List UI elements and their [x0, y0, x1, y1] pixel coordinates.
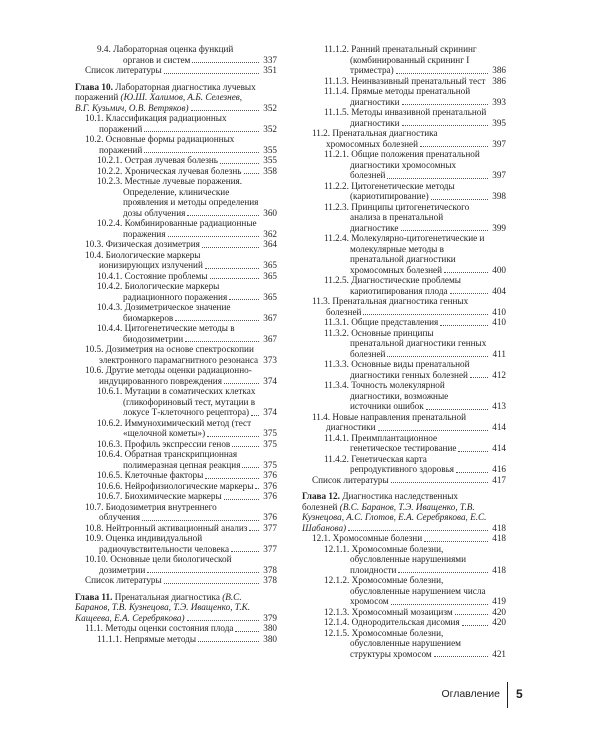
- dot-leader: [402, 104, 488, 105]
- section-number: 10.3.: [85, 239, 104, 249]
- dot-leader: [348, 530, 488, 531]
- dot-leader: [205, 268, 259, 269]
- page-number: 414: [489, 422, 506, 433]
- page-number: 413: [489, 401, 506, 412]
- dot-leader: [378, 430, 488, 431]
- section-number: 11.4.2.: [324, 453, 349, 464]
- page-number: 386: [489, 76, 506, 87]
- dot-leader: [229, 299, 259, 300]
- section-number: 12.1.1.: [324, 543, 350, 554]
- toc-entry: [75, 449, 277, 470]
- dot-leader: [198, 641, 259, 642]
- entry-title: Профиль экспрессии генов: [124, 438, 231, 449]
- dot-leader: [232, 446, 259, 447]
- entry-title: Нейтронный активационный анализ: [105, 522, 248, 533]
- toc-chapter-entry: [302, 491, 506, 533]
- dot-leader: [402, 125, 488, 126]
- entry-title: Неинвазивный пренатальный тест: [351, 75, 486, 86]
- section-number: 10.7.: [85, 501, 104, 512]
- section-number: 10.6.5.: [97, 470, 123, 480]
- page-number: 380: [260, 634, 277, 645]
- toc-entry: [302, 128, 506, 149]
- page-number: 419: [489, 596, 506, 607]
- toc-entry: [75, 439, 277, 450]
- dot-leader: [424, 541, 488, 542]
- dot-leader: [420, 146, 488, 147]
- entry-title: Молекулярно-цитогенетические и молекулярные методы в пренатальной диагностики хромосомных болезней: [350, 233, 485, 275]
- toc-entry: [75, 302, 277, 323]
- toc-entry: [75, 502, 277, 523]
- dot-leader: [210, 278, 259, 279]
- page-number: 367: [260, 313, 277, 324]
- toc-chapter-entry: [75, 592, 277, 624]
- entry-title: Комбинированные радиационные поражения: [123, 218, 257, 239]
- page-number: 351: [260, 65, 277, 76]
- section-number: 10.4.3.: [97, 302, 123, 312]
- entry-title: Методы инвазивной пренатальной диагностики: [350, 107, 487, 128]
- dot-leader: [224, 383, 259, 384]
- page-number: 365: [260, 271, 277, 282]
- toc-entry: [75, 470, 277, 481]
- toc-entry: [75, 239, 277, 250]
- dot-leader: [455, 614, 488, 615]
- entry-title: Биохимические маркеры: [124, 491, 222, 501]
- entry-title: Ранний пренатальный скрининг (комбинированный скрининг I триместра): [350, 44, 477, 75]
- dot-leader: [434, 656, 488, 657]
- page-number: 418: [489, 523, 506, 534]
- toc-entry: [302, 275, 506, 296]
- entry-title: Нейрофизиологические маркеры: [124, 480, 254, 491]
- page-number: 375: [260, 439, 277, 450]
- section-number: 10.4.4.: [97, 323, 123, 333]
- toc-entry: [302, 454, 506, 475]
- section-number: 11.1.5.: [324, 107, 349, 117]
- section-number: 11.2.4.: [324, 233, 349, 243]
- entry-title: Клеточные факторы: [124, 470, 204, 480]
- dot-leader: [144, 131, 259, 132]
- dot-leader: [242, 467, 259, 468]
- toc-entry: [75, 523, 277, 534]
- section-number: 11.2.3.: [324, 201, 349, 212]
- dot-leader: [387, 356, 488, 357]
- entry-title: Однородительская дисомия: [351, 617, 460, 627]
- section-number: 10.6.3.: [97, 438, 123, 449]
- page-number: 378: [260, 565, 277, 576]
- entry-title: Пренатальная диагностика генных болезней: [326, 296, 469, 317]
- dot-leader: [187, 620, 259, 621]
- dot-leader: [387, 178, 488, 179]
- dot-leader: [192, 62, 259, 63]
- dot-leader: [205, 478, 259, 479]
- toc-references-entry: [75, 575, 277, 586]
- section-number: 10.8.: [85, 522, 104, 533]
- entry-title: Оценка индивидуальной радиочувствительности человека: [99, 533, 230, 554]
- section-number: 10.2.: [85, 134, 104, 144]
- page-number: 374: [260, 407, 277, 418]
- dot-leader: [249, 530, 259, 531]
- toc-entry: [75, 533, 277, 554]
- dot-leader: [363, 314, 488, 315]
- page-number: 377: [260, 523, 277, 534]
- section-number: 10.4.2.: [97, 281, 123, 291]
- toc-entry: [75, 250, 277, 271]
- entry-title: Острая лучевая болезнь: [124, 155, 218, 165]
- section-number: 11.1.1.: [97, 633, 122, 644]
- entry-title: Методы оценки состояния плода: [105, 623, 234, 633]
- entry-title: Основные виды пренатальной диагностики генных болезней: [350, 359, 470, 380]
- section-number: 11.3.: [312, 296, 331, 306]
- toc-entry: [302, 533, 506, 544]
- dot-leader: [224, 499, 259, 500]
- section-number: 11.1.2.: [324, 44, 349, 54]
- section-number: 10.9.: [85, 533, 104, 543]
- toc-entry: [75, 491, 277, 502]
- section-number: 10.6.1.: [97, 386, 123, 396]
- toc-entry: [302, 359, 506, 380]
- page-number: 376: [260, 481, 277, 492]
- page-number: 352: [260, 103, 277, 114]
- section-number: 10.1.: [85, 113, 104, 123]
- entry-title: Обратная транскрипционная полимеразная цепная реакция: [123, 449, 241, 470]
- section-number: 10.6.: [85, 365, 104, 375]
- toc-entry: [75, 176, 277, 218]
- section-number: 11.4.1.: [324, 432, 349, 443]
- dot-leader: [207, 436, 259, 437]
- dot-leader: [144, 152, 259, 153]
- toc-entry: [75, 386, 277, 418]
- toc-entry: [75, 218, 277, 239]
- entry-title: Лабораторная диагностика лучевых поражений: [75, 81, 256, 102]
- entry-title: Список литературы: [85, 65, 162, 75]
- page-number: 411: [489, 349, 506, 360]
- section-number: 11.3.3.: [324, 359, 349, 369]
- entry-title: Пренатальная диагностика хромосомных болезней: [326, 128, 438, 149]
- page-number: 337: [260, 55, 277, 66]
- toc-entry: [302, 607, 506, 618]
- section-number: 10.2.3.: [97, 176, 123, 186]
- entry-title: Физическая дозиметрия: [105, 239, 200, 249]
- section-number: 11.2.5.: [324, 275, 349, 285]
- toc-entry: [302, 544, 506, 576]
- toc-entry: [302, 44, 506, 76]
- entry-title: Биодозиметрия внутреннего облучения: [99, 501, 217, 522]
- dot-leader: [440, 325, 488, 326]
- page-number: 421: [489, 649, 506, 660]
- section-number: 11.1.3.: [324, 75, 349, 86]
- dot-leader: [235, 631, 259, 632]
- page-number: 358: [260, 166, 277, 177]
- entry-title: Принципы цитогенетического анализа в пренатальной диагностике: [350, 201, 470, 233]
- page-number: 375: [260, 460, 277, 471]
- footer-page-number: 5: [516, 687, 523, 701]
- dot-leader: [175, 320, 259, 321]
- section-number: 10.6.4.: [97, 449, 123, 459]
- page-number: 362: [260, 229, 277, 240]
- dot-leader: [398, 572, 488, 573]
- section-number: 12.1.4.: [324, 617, 350, 627]
- section-number: 10.2.2.: [97, 165, 123, 176]
- footer-section-title: Оглавление: [441, 688, 500, 700]
- entry-title: Лабораторная оценка функций органов и систем: [113, 44, 234, 65]
- entry-authors: (Ю.Ш. Халимов, А.Б. Селезнев, В.Г. Кузьмич, О.В. Ветряков): [75, 92, 243, 113]
- entry-title: Цитогенетические методы в биодозиметрии: [123, 323, 235, 344]
- page-number: 355: [260, 145, 277, 156]
- page-number: 380: [260, 623, 277, 634]
- page-number: 404: [489, 286, 506, 297]
- dot-leader: [164, 583, 259, 584]
- section-number: 10.4.1.: [97, 270, 123, 281]
- dot-leader: [251, 415, 259, 416]
- page-number: 400: [489, 265, 506, 276]
- entry-title: Хромосомные болезни, обусловленные нарушением структуры хромосом: [350, 627, 461, 659]
- toc-entry: [75, 281, 277, 302]
- section-number: 10.2.1.: [97, 155, 123, 165]
- dot-leader: [458, 451, 488, 452]
- section-number: 9.4.: [97, 44, 111, 54]
- toc-entry: [75, 271, 277, 282]
- entry-title: Точность молекулярной диагностики, возможные источники ошибок: [350, 380, 449, 411]
- entry-title: Общие положения пренатальной диагностики хромосомных болезней: [350, 149, 480, 180]
- entry-title: Хромосомные болезни, обусловленные нарушением числа хромосом: [350, 575, 486, 606]
- dot-leader: [142, 520, 259, 521]
- entry-title: Хромосомные болезни: [332, 533, 423, 543]
- page-number: 420: [489, 607, 506, 618]
- page-number: 397: [489, 170, 506, 181]
- section-number: 10.6.2.: [97, 417, 123, 428]
- page-number: 397: [489, 139, 506, 150]
- page-number: 360: [260, 208, 277, 219]
- dot-leader: [185, 341, 259, 342]
- section-number: 11.1.: [85, 623, 104, 633]
- dot-leader: [147, 572, 259, 573]
- entry-title: Список литературы: [312, 474, 389, 485]
- page-number: 395: [489, 118, 506, 129]
- page-number: 418: [489, 533, 506, 544]
- page-number: 373: [260, 355, 277, 366]
- dot-leader: [191, 110, 259, 111]
- toc-left-column: [75, 44, 277, 644]
- toc-entry: [302, 233, 506, 275]
- dot-leader: [168, 236, 259, 237]
- section-number: 10.6.6.: [97, 480, 123, 491]
- entry-title: Хроническая лучевая болезнь: [124, 165, 242, 176]
- page-number: 364: [260, 239, 277, 250]
- entry-title: Иммунохимический метод (тест «щелочной кометы»): [123, 417, 252, 438]
- toc-right-column: [302, 44, 506, 659]
- toc-entry: [75, 44, 277, 65]
- toc-entry: [75, 365, 277, 386]
- toc-entry: [75, 344, 277, 365]
- chapter-number: Глава 12.: [302, 491, 340, 501]
- dot-leader: [202, 247, 259, 248]
- dot-leader: [391, 604, 488, 605]
- entry-title: Генетическая карта репродуктивного здоровья: [350, 453, 455, 474]
- page-number: 416: [489, 464, 506, 475]
- toc-entry: [75, 166, 277, 177]
- toc-references-entry: [75, 65, 277, 76]
- section-number: 11.2.1.: [324, 149, 349, 159]
- entry-title: Классификация радиационных поражений: [99, 113, 227, 134]
- entry-title: Хромосомные болезни, обусловленные нарушениями плоидности: [350, 543, 467, 575]
- entry-authors: (В.С. Баранов, Т.В. Кузнецова, Т.Э. Иващенко, Т.К. Кащеева, Е.А. Серебрякова): [75, 591, 251, 623]
- toc-entry: [302, 412, 506, 433]
- section-number: 12.1.5.: [324, 627, 350, 638]
- section-number: 10.5.: [85, 344, 104, 354]
- page-number: 365: [260, 292, 277, 303]
- entry-title: Основные принципы пренатальной диагностики генных болезней: [350, 327, 487, 359]
- page-number: 375: [260, 428, 277, 439]
- entry-title: Дозиметрия на основе спектроскопии электронного парамагнитного резонанса: [99, 344, 259, 365]
- page-number: 398: [489, 191, 506, 202]
- section-number: 12.1.3.: [324, 606, 350, 617]
- dot-leader: [391, 482, 488, 483]
- section-number: 10.6.7.: [97, 491, 123, 501]
- section-number: 12.1.: [312, 533, 331, 543]
- entry-title: Преимплантационное генетическое тестирование: [350, 432, 457, 453]
- entry-title: Прямые методы пренатальной диагностики: [350, 86, 471, 107]
- page-number: 377: [260, 544, 277, 555]
- toc-entry: [302, 76, 506, 87]
- footer-divider: [507, 682, 508, 708]
- entry-title: Биологические маркеры радиационного поражения: [123, 281, 228, 302]
- section-number: 11.3.4.: [324, 380, 349, 390]
- dot-leader: [220, 163, 259, 164]
- page-number: 412: [489, 370, 506, 381]
- toc-entry: [302, 328, 506, 360]
- toc-entry: [302, 380, 506, 412]
- toc-entry: [302, 575, 506, 607]
- entry-title: Основные цели биологической дозиметрии: [99, 554, 232, 575]
- toc-entry: [75, 134, 277, 155]
- entry-title: Биологические маркеры ионизирующих излучений: [99, 249, 203, 270]
- toc-entry: [75, 623, 277, 634]
- toc-entry: [75, 155, 277, 166]
- section-number: 11.3.1.: [324, 317, 349, 327]
- entry-title: Пренатальная диагностика: [114, 591, 220, 602]
- toc-entry: [302, 202, 506, 234]
- toc-entry: [75, 418, 277, 439]
- entry-title: Хромосомный мозаицизм: [351, 606, 453, 617]
- dot-leader: [431, 199, 488, 200]
- page-number: 386: [489, 65, 506, 76]
- toc-entry: [75, 481, 277, 492]
- entry-title: Непрямые методы: [124, 633, 197, 644]
- entry-title: Основные формы радиационных поражений: [99, 134, 235, 155]
- section-number: 11.4.: [312, 411, 331, 422]
- dot-leader: [255, 488, 259, 489]
- entry-title: Местные лучевые поражения. Определение, клинические проявления и методы определения дозы облучения: [123, 176, 259, 218]
- entry-title: Новые направления пренатальной диагностики: [326, 411, 466, 432]
- toc-entry: [75, 554, 277, 575]
- section-number: 10.2.4.: [97, 218, 123, 228]
- section-number: 11.1.4.: [324, 86, 349, 96]
- toc-entry: [75, 634, 277, 645]
- entry-title: Мутации в соматических клетках (гликофориновый тест, мутации в локусе Т-клеточного рецептора): [123, 386, 256, 417]
- toc-entry: [302, 628, 506, 660]
- page-number: 410: [489, 317, 506, 328]
- section-number: 12.1.2.: [324, 575, 350, 585]
- dot-leader: [444, 272, 488, 273]
- dot-leader: [244, 173, 259, 174]
- page-number: 420: [489, 617, 506, 628]
- page-number: 378: [260, 575, 277, 586]
- toc-references-entry: [302, 475, 506, 486]
- section-number: 11.2.2.: [324, 180, 349, 191]
- toc-entry: [302, 433, 506, 454]
- entry-title: Диагностические проблемы кариотипирования плода: [350, 275, 461, 296]
- toc-entry: [302, 317, 506, 328]
- toc-entry: [302, 107, 506, 128]
- page-number: 399: [489, 223, 506, 234]
- entry-title: Общие представления: [351, 317, 439, 327]
- page-number: 414: [489, 443, 506, 454]
- entry-title: Состояние проблемы: [124, 270, 208, 281]
- dot-leader: [426, 409, 488, 410]
- chapter-number: Глава 11.: [75, 591, 113, 602]
- page-number: 376: [260, 491, 277, 502]
- section-number: 10.10.: [85, 554, 108, 564]
- page-number: 410: [489, 307, 506, 318]
- section-number: 11.2.: [312, 128, 331, 138]
- entry-title: Другие методы оценки радиационно-индуцированного повреждения: [99, 365, 252, 386]
- toc-entry: [302, 149, 506, 181]
- section-number: 10.4.: [85, 249, 104, 260]
- entry-title: Цитогенетические методы (кариотипирование): [350, 180, 455, 201]
- dot-leader: [401, 230, 489, 231]
- chapter-number: Глава 10.: [75, 81, 113, 92]
- toc-entry: [302, 181, 506, 202]
- dot-leader: [164, 73, 259, 74]
- toc-entry: [302, 86, 506, 107]
- page-number: 393: [489, 97, 506, 108]
- page-number: 376: [260, 512, 277, 523]
- dot-leader: [470, 377, 488, 378]
- entry-authors: (В.С. Баранов, Т.Э. Иващенко, Т.В. Кузнецова, А.С. Глотов, Е.А. Серебрякова, Е.С. Шабанова): [302, 501, 487, 533]
- page-number: 418: [489, 565, 506, 576]
- toc-entry: [302, 617, 506, 628]
- page-number: 365: [260, 260, 277, 271]
- entry-title: Список литературы: [85, 575, 162, 585]
- page-number: 376: [260, 470, 277, 481]
- page-number: 374: [260, 376, 277, 387]
- toc-chapter-entry: [75, 82, 277, 114]
- toc-entry: [302, 296, 506, 317]
- dot-leader: [450, 293, 488, 294]
- dot-leader: [456, 472, 488, 473]
- section-number: 11.3.2.: [324, 327, 349, 338]
- dot-leader: [396, 73, 488, 74]
- dot-leader: [187, 215, 259, 216]
- dot-leader: [231, 551, 259, 552]
- page-number: 352: [260, 124, 277, 135]
- toc-entry: [75, 113, 277, 134]
- page-number: 355: [260, 155, 277, 166]
- page-number: 367: [260, 334, 277, 345]
- entry-title: Дозиметрическое значение биомаркеров: [123, 302, 231, 323]
- toc-entry: [75, 323, 277, 344]
- dot-leader: [462, 625, 488, 626]
- entry-title: Диагностика наследственных болезней: [302, 491, 459, 512]
- page-number: 417: [489, 475, 506, 486]
- page-number: 379: [260, 613, 277, 624]
